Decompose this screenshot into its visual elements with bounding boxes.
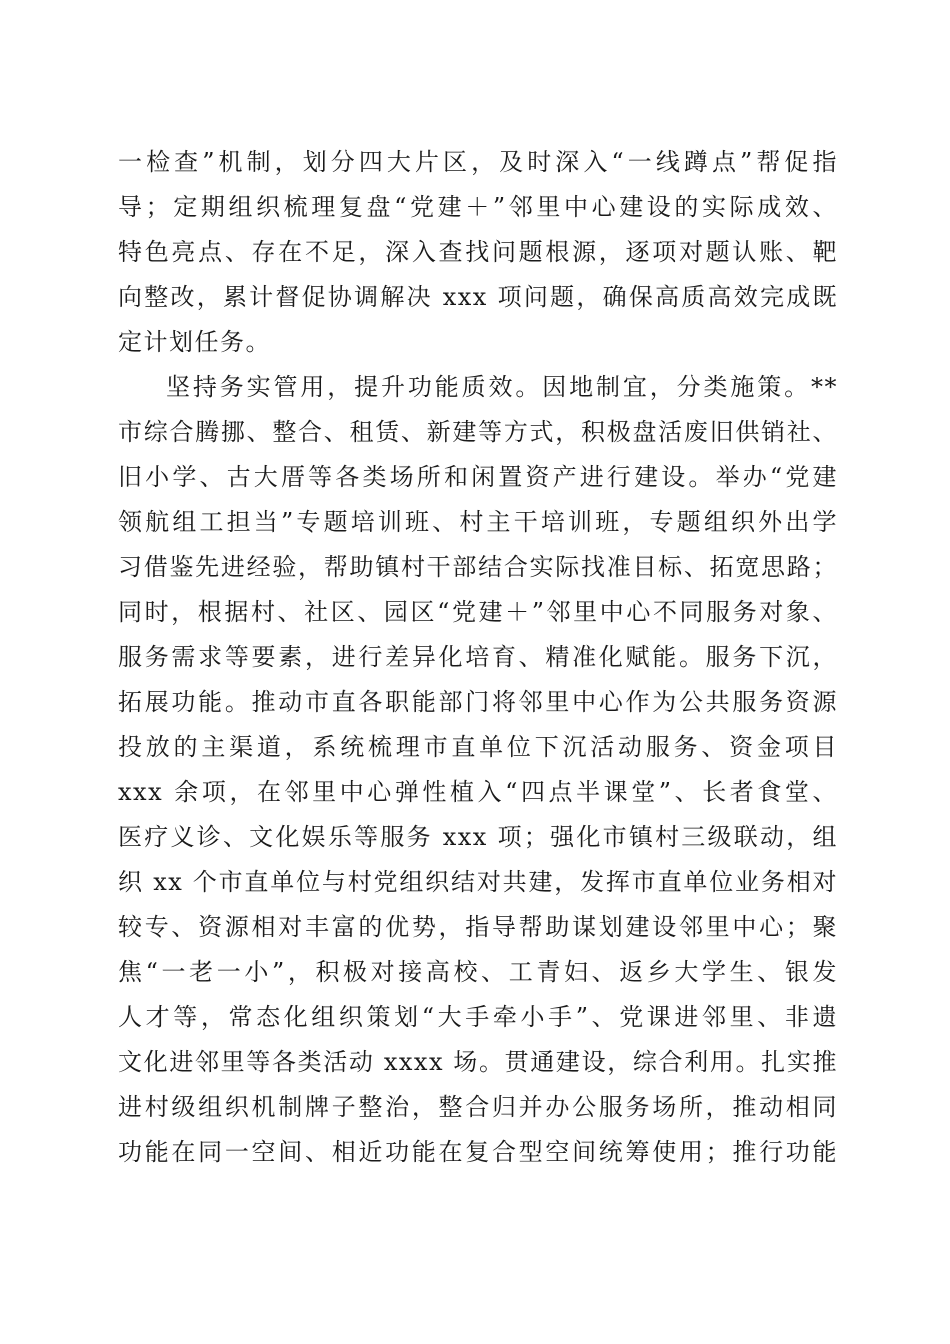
paragraph-2-line-17: 进村级组织机制牌子整治，整合归并办公服务场所，推动相同 bbox=[118, 1093, 838, 1121]
paragraph-2-line-10: xxx 余项，在邻里中心弹性植入“四点半课堂”、长者食堂、 bbox=[118, 778, 838, 806]
paragraph-2-line-2: 市综合腾挪、整合、租赁、新建等方式，积极盘活废旧供销社、 bbox=[118, 418, 838, 446]
paragraph-2-line-15: 人才等，常态化组织策划“大手牵小手”、党课进邻里、非遗 bbox=[118, 1003, 838, 1031]
paragraph-2-line-3: 旧小学、古大厝等各类场所和闲置资产进行建设。举办“党建 bbox=[118, 463, 838, 491]
paragraph-2-line-4: 领航组工担当”专题培训班、村主干培训班，专题组织外出学 bbox=[118, 508, 838, 536]
paragraph-2-line-1: 坚持务实管用，提升功能质效。因地制宜，分类施策。** bbox=[166, 373, 838, 401]
paragraph-2-line-14: 焦“一老一小”，积极对接高校、工青妇、返乡大学生、银发 bbox=[118, 958, 838, 986]
paragraph-2-line-11: 医疗义诊、文化娱乐等服务 xxx 项；强化市镇村三级联动，组 bbox=[118, 823, 838, 851]
paragraph-1-line-4: 向整改，累计督促协调解决 xxx 项问题，确保高质高效完成既 bbox=[118, 283, 838, 311]
paragraph-1-line-3: 特色亮点、存在不足，深入查找问题根源，逐项对题认账、靶 bbox=[118, 238, 838, 266]
paragraph-2-line-18: 功能在同一空间、相近功能在复合型空间统筹使用；推行功能 bbox=[118, 1138, 838, 1166]
paragraph-2-line-8: 拓展功能。推动市直各职能部门将邻里中心作为公共服务资源 bbox=[118, 688, 838, 716]
paragraph-2-line-13: 较专、资源相对丰富的优势，指导帮助谋划建设邻里中心；聚 bbox=[118, 913, 838, 941]
paragraph-2-line-7: 服务需求等要素，进行差异化培育、精准化赋能。服务下沉， bbox=[118, 643, 838, 671]
paragraph-1-line-1: 一检查”机制，划分四大片区，及时深入“一线蹲点”帮促指 bbox=[118, 148, 838, 176]
paragraph-2-line-16: 文化进邻里等各类活动 xxxx 场。贯通建设，综合利用。扎实推 bbox=[118, 1048, 838, 1076]
paragraph-1-line-2: 导；定期组织梳理复盘“党建＋”邻里中心建设的实际成效、 bbox=[118, 193, 838, 221]
paragraph-1-line-5: 定计划任务。 bbox=[118, 328, 271, 356]
paragraph-2-line-5: 习借鉴先进经验，帮助镇村干部结合实际找准目标、拓宽思路； bbox=[118, 553, 838, 581]
paragraph-2-line-12: 织 xx 个市直单位与村党组织结对共建，发挥市直单位业务相对 bbox=[118, 868, 838, 896]
paragraph-2-line-6: 同时，根据村、社区、园区“党建＋”邻里中心不同服务对象、 bbox=[118, 598, 838, 626]
paragraph-2-line-9: 投放的主渠道，系统梳理市直单位下沉活动服务、资金项目 bbox=[118, 733, 838, 761]
